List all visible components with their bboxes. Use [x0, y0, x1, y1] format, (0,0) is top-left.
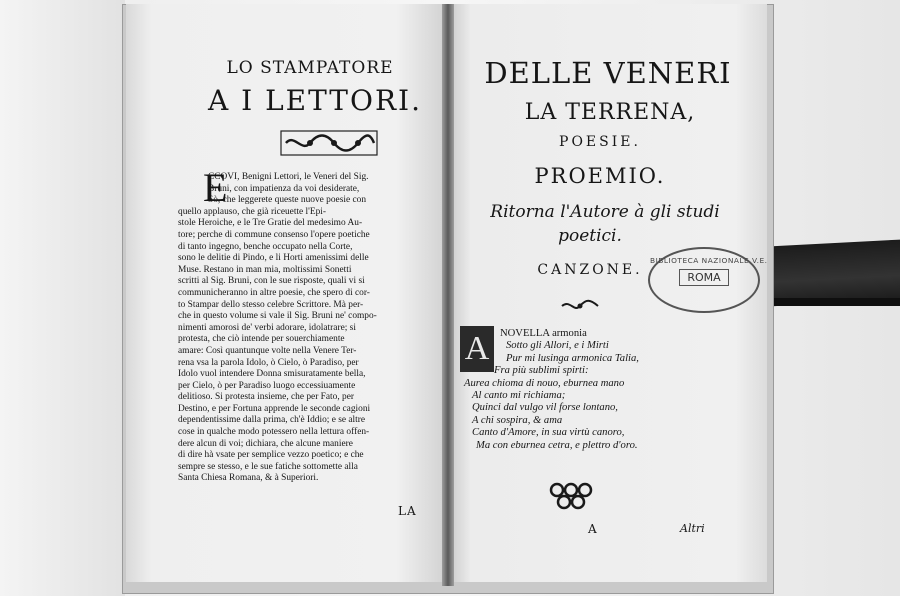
- poem-line: Al canto mi richiama;: [472, 390, 566, 402]
- body-line: di dire hà vsate per semplice vezzo poetico; e che: [178, 450, 364, 461]
- body-line: nimenti amorosi de' verbi adorare, idolatrare; si: [178, 322, 356, 333]
- body-line: dependentissime dalla prima, ch'è Iddio; e se altre: [178, 415, 366, 426]
- right-page-argument-line1: Ritorna l'Autore à gli studi: [490, 202, 720, 222]
- right-page-title: DELLE VENERI: [484, 56, 732, 90]
- right-page-genre: POESIE.: [559, 134, 641, 150]
- poem-line: Ma con eburnea cetra, e plettro d'oro.: [476, 439, 638, 451]
- poem-line: Quinci dal vulgo vil forse lontano,: [472, 402, 618, 414]
- left-catchword: LA: [398, 504, 417, 518]
- body-line: communicheranno in altre poesie, che spero di cor-: [178, 287, 370, 298]
- body-line: to Stampar dello stesso celebre Scrittore. Mà per-: [178, 299, 364, 310]
- body-line: quello applauso, che già riceuette l'Epi-: [178, 206, 326, 217]
- bottom-knot-ornament-icon: [543, 480, 599, 514]
- right-signature-mark: A: [588, 522, 597, 536]
- body-line: cose in qualche modo potessero nella lettura offen-: [178, 427, 370, 438]
- poem-line: NOVELLA armonia: [500, 328, 587, 339]
- poem-line: Pur mi lusinga armonica Talia,: [506, 352, 639, 364]
- body-line: scritti al Sig. Bruni, con le sue risposte, quali vi si: [178, 276, 365, 287]
- left-body-text: [178, 172, 450, 485]
- stamp-center-text: ROMA: [679, 269, 728, 286]
- body-line: delitioso. Si protesta insieme, che per Fato, per: [178, 392, 355, 403]
- left-page-heading: LO STAMPATORE: [226, 58, 394, 78]
- right-catchword: Altri: [680, 522, 705, 535]
- body-line: Sò, che leggerete queste nuove poesie con: [208, 195, 367, 206]
- body-line: protesta, che ciò intende per souerchiamente: [178, 334, 345, 345]
- poem-line: Fra più sublimi spirti:: [494, 365, 589, 377]
- body-line: rena vsa la parola Idolo, ò Cielo, ò Paradiso, per: [178, 357, 359, 368]
- body-line: amare: Così quantunque volte nella Venere Ter-: [178, 345, 357, 356]
- body-line: sono le delitie di Pindo, e li Horti amenissimi delle: [178, 253, 369, 264]
- right-page-form: CANZONE.: [537, 262, 643, 278]
- body-line: sempre se stesso, e le sue fatiche sottomette alla: [178, 461, 358, 472]
- left-dropcap: E: [203, 165, 228, 210]
- floral-vine-ornament-icon: [280, 128, 378, 162]
- body-line: dere alcun di voi; dichiara, che alcune maniere: [178, 438, 353, 449]
- body-line: che in questo volume si vale il Sig. Bruni ne' compo-: [178, 311, 377, 322]
- body-line: Destino, e per Fortuna apprende le seconde cagioni: [178, 403, 371, 414]
- poem-line: Sotto gli Allori, e i Mirti: [506, 340, 609, 352]
- small-floral-ornament-icon: [560, 298, 600, 317]
- body-line: Muse. Restano in man mia, moltissimi Sonetti: [178, 264, 352, 275]
- book-strap-edge: [770, 298, 900, 306]
- body-line: tore; perche di commune consenso l'opere poetiche: [178, 229, 370, 240]
- library-stamp: [648, 247, 768, 313]
- body-line: di tanto ingegno, benche occupato nella Corte,: [178, 241, 353, 252]
- book-strap: [770, 240, 900, 307]
- right-page-section: PROEMIO.: [534, 164, 666, 188]
- body-line: Bruni, con impatienza da voi desiderate,: [208, 183, 360, 194]
- left-page-subheading: A I LETTORI.: [208, 84, 422, 117]
- poem-line: A chi sospira, & ama: [472, 414, 563, 426]
- body-line: Santa Chiesa Romana, & à Superiori.: [178, 473, 319, 484]
- poem-line: Canto d'Amore, in sua virtù canoro,: [472, 427, 625, 439]
- left-shadow: [0, 0, 125, 596]
- poem-line: Aurea chioma di nouo, eburnea mano: [464, 377, 625, 389]
- body-line: stole Heroiche, e le Tre Gratie del medesimo Au-: [178, 218, 363, 229]
- poem-text: [462, 328, 762, 452]
- stamp-ring-text: BIBLIOTECA NAZIONALE V.E.: [650, 256, 768, 265]
- right-dropcap: A: [460, 326, 494, 372]
- body-line: per Cielo, ò per Paradiso luogo eccessiuamente: [178, 380, 356, 391]
- body-line: Idolo vuol intendere Donna smisuratamente bella,: [178, 369, 366, 380]
- right-page-subtitle: LA TERRENA,: [524, 100, 696, 125]
- body-line: CCOVI, Benigni Lettori, le Veneri del Sig.: [208, 172, 369, 182]
- right-page-argument-line2: poetici.: [558, 226, 622, 246]
